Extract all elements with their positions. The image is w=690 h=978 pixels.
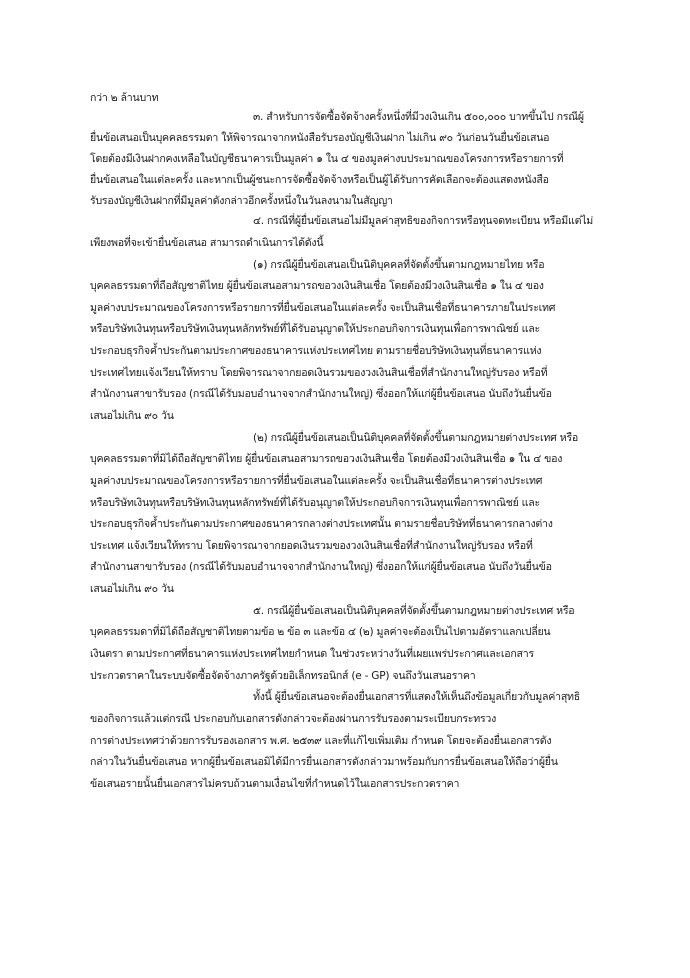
- text-line: ประกวดราคาในระบบจัดซื้อจัดจ้างภาครัฐด้วยอิเล็กทรอนิกส์ (e - GP) จนถึงวันเสนอราคา: [90, 670, 476, 682]
- text-line: มูลค่างบประมาณของโครงการหรือรายการที่ยื่นข้อเสนอในแต่ละครั้ง จะเป็นสินเชื่อที่ธนาคารภายในประเทศ: [90, 302, 556, 314]
- text-line: ประเทศ แจ้งเวียนให้ทราบ โดยพิจารณาจากยอดเงินรวมของวงเงินสินเชื่อที่สำนักงานใหญ่รับรอง หรือที่: [90, 540, 533, 552]
- text-line: หรือบริษัทเงินทุนหรือบริษัทเงินทุนหลักทรัพย์ที่ได้รับอนุญาตให้ประกอบกิจการเงินทุนเพื่อการพาณิชย์ และ: [90, 497, 540, 509]
- text-line: กล่าวในวันยื่นข้อเสนอ หากผู้ยื่นข้อเสนอมิได้มีการยื่นเอกสารดังกล่าวมาพร้อมกับการยื่นข้อเสนอให้ถือว่าผู้ยื่น: [90, 756, 558, 768]
- text-line: บุคคลธรรมดาที่ถือสัญชาติไทย ผู้ยื่นข้อเสนอสามารถขอวงเงินสินเชื่อ โดยต้องมีวงเงินสินเชื่อ ๑ ใน ๔ ของ: [90, 280, 544, 292]
- text-line: ประกอบธุรกิจค้ำประกันตามประกาศของธนาคารแห่งประเทศไทย ตามรายชื่อบริษัทเงินทุนที่ธนาคารแห่ง: [90, 345, 542, 357]
- text-line: ๕. กรณีผู้ยื่นข้อเสนอเป็นนิติบุคคลที่จัดตั้งขึ้นตามกฎหมายต่างประเทศ หรือ: [253, 605, 575, 617]
- text-line: (๑) กรณีผู้ยื่นข้อเสนอเป็นนิติบุคคลที่จัดตั้งขึ้นตามกฎหมายไทย หรือ: [253, 259, 545, 271]
- text-line: หรือบริษัทเงินทุนหรือบริษัทเงินทุนหลักทรัพย์ที่ได้รับอนุญาตให้ประกอบกิจการเงินทุนเพื่อการพาณิชย์ และ: [90, 323, 540, 335]
- text-line: ๔. กรณีที่ผู้ยื่นข้อเสนอไม่มีมูลค่าสุทธิของกิจการหรือทุนจดทะเบียน หรือมีแต่ไม่: [253, 215, 594, 227]
- text-line: เพียงพอที่จะเข้ายื่นข้อเสนอ สามารถดำเนินการได้ดังนี้: [90, 237, 324, 249]
- text-line: รับรองบัญชีเงินฝากที่มีมูลค่าดังกล่าวอีกครั้งหนึ่งในวันลงนามในสัญญา: [90, 195, 393, 207]
- text-line: ข้อเสนอรายนั้นยื่นเอกสารไม่ครบถ้วนตามเงื่อนไขที่กำหนดไว้ในเอกสารประกวดราคา: [90, 778, 460, 790]
- text-line: เสนอไม่เกิน ๙๐ วัน: [90, 410, 174, 422]
- text-line: ประเทศไทยแจ้งเวียนให้ทราบ โดยพิจารณาจากยอดเงินรวมของวงเงินสินเชื่อที่สำนักงานใหญ่รับรอง หรือที่: [90, 367, 548, 379]
- text-line: บุคคลธรรมดาที่มิได้ถือสัญชาติไทยตามข้อ ๒ ข้อ ๓ และข้อ ๔ (๒) มูลค่าจะต้องเป็นไปตามอัตราแลกเปลี่ยน: [90, 626, 551, 638]
- text-line: ของกิจการแล้วแต่กรณี ประกอบกับเอกสารดังกล่าวจะต้องผ่านการรับรองตามระเบียบกระทรวง: [90, 713, 497, 725]
- text-line: ทั้งนี้ ผู้ยื่นข้อเสนอจะต้องยื่นเอกสารที่แสดงให้เห็นถึงข้อมูลเกี่ยวกับมูลค่าสุทธิ: [253, 691, 580, 703]
- text-line: (๒) กรณีผู้ยื่นข้อเสนอเป็นนิติบุคคลที่จัดตั้งขึ้นตามกฎหมายต่างประเทศ หรือ: [253, 432, 579, 444]
- text-line: ยื่นข้อเสนอเป็นบุคคลธรรมดา ให้พิจารณาจากหนังสือรับรองบัญชีเงินฝาก ไม่เกิน ๙๐ วันก่อนวันยื่นข้อเสนอ: [90, 132, 550, 144]
- text-line: โดยต้องมีเงินฝากคงเหลือในบัญชีธนาคารเป็นมูลค่า ๑ ใน ๔ ของมูลค่างบประมาณของโครงการหรือรายการที่: [90, 153, 564, 165]
- text-line: สำนักงานสาขารับรอง (กรณีได้รับมอบอำนาจจากสำนักงานใหญ่) ซึ่งออกให้แก่ผู้ยื่นข้อเสนอ นับถึงวันยื่นข้อ: [90, 388, 552, 400]
- text-line: บุคคลธรรมดาที่มิได้ถือสัญชาติไทย ผู้ยื่นข้อเสนอสามารถขอวงเงินสินเชื่อ โดยต้องมีวงเงินสินเชื่อ ๑ ใน ๔ ของ: [90, 453, 563, 465]
- text-line: เงินตรา ตามประกาศที่ธนาคารแห่งประเทศไทยกำหนด ในช่วงระหว่างวันที่เผยแพร่ประกาศและเอกสาร: [90, 648, 534, 660]
- text-line: มูลค่างบประมาณของโครงการหรือรายการที่ยื่นข้อเสนอในแต่ละครั้ง จะเป็นสินเชื่อที่ธนาคารต่างประเทศ: [90, 475, 543, 487]
- text-line: กว่า ๒ ล้านบาท: [90, 92, 159, 104]
- text-line: การต่างประเทศว่าด้วยการรับรองเอกสาร พ.ศ. ๒๕๓๙ และที่แก้ไขเพิ่มเติม กำหนด โดยจะต้องยื่นเอกสารดัง: [90, 735, 552, 747]
- text-line: ๓. สำหรับการจัดซื้อจัดจ้างครั้งหนึ่งที่มีวงเงินเกิน ๕๐๐,๐๐๐ บาทขึ้นไป กรณีผู้: [253, 111, 584, 123]
- text-line: สำนักงานสาขารับรอง (กรณีได้รับมอบอำนาจจากสำนักงานใหญ่) ซึ่งออกให้แก่ผู้ยื่นข้อเสนอ นับถึงวันยื่นข้อ: [90, 561, 552, 573]
- text-line: เสนอไม่เกิน ๙๐ วัน: [90, 583, 174, 595]
- text-line: ยื่นข้อเสนอในแต่ละครั้ง และหากเป็นผู้ชนะการจัดซื้อจัดจ้างหรือเป็นผู้ได้รับการคัดเลือกจะต้องแสดงหนังสือ: [90, 174, 549, 186]
- text-line: ประกอบธุรกิจค้ำประกันตามประกาศของธนาคารกลางต่างประเทศนั้น ตามรายชื่อบริษัทที่ธนาคารกลางต่าง: [90, 518, 553, 530]
